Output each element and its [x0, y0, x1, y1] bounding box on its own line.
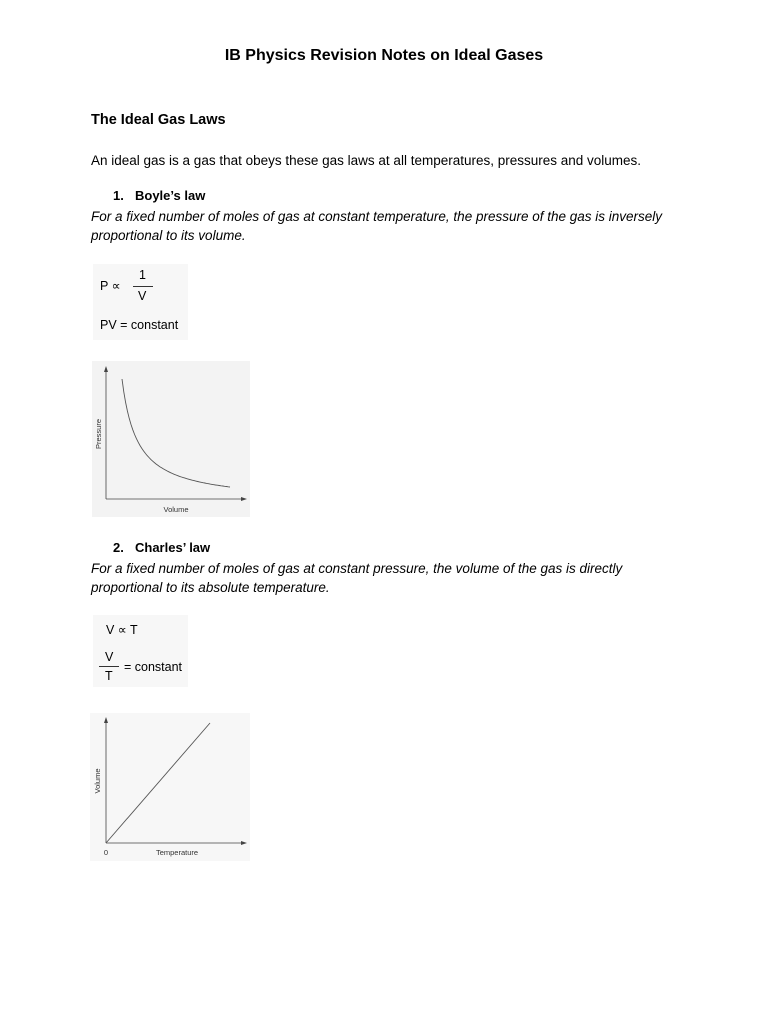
x-axis-label: Volume — [163, 505, 189, 514]
law-description-line: proportional to its absolute temperature. — [91, 580, 330, 595]
x-axis-label: Temperature — [155, 848, 199, 857]
law-name: Boyle’s law — [135, 188, 206, 203]
y-axis-label: Volume — [93, 768, 102, 794]
graph-background — [92, 361, 250, 517]
charles-formula — [93, 615, 188, 687]
intro-paragraph: An ideal gas is a gas that obeys these gas laws at all temperatures, pressures and volumes. — [91, 153, 642, 168]
formula-denominator: T — [105, 669, 113, 683]
y-axis-label: Pressure — [94, 418, 103, 450]
section-heading: The Ideal Gas Laws — [91, 112, 226, 128]
boyle-graph — [92, 361, 250, 517]
origin-label: 0 — [103, 848, 109, 857]
formula-rhs: = constant — [124, 660, 183, 674]
law-heading-boyle — [113, 188, 205, 203]
law-description-boyle — [91, 207, 691, 245]
formula-lhs: P ∝ — [100, 279, 121, 293]
law-number: 2. — [113, 540, 124, 555]
formula-numerator: 1 — [139, 268, 146, 282]
law-description-line: proportional to its volume. — [91, 228, 246, 243]
law-description-charles — [91, 559, 691, 597]
law-heading-charles — [113, 540, 210, 555]
charles-graph — [90, 713, 250, 861]
formula-first-line: V ∝ T — [106, 623, 138, 637]
law-description-line: For a fixed number of moles of gas at constant pressure, the volume of the gas is directly — [91, 561, 623, 576]
formula-numerator: V — [105, 650, 114, 664]
fraction-bar — [99, 666, 119, 667]
formula-second-line: PV = constant — [100, 318, 179, 332]
formula-denominator: V — [138, 289, 147, 303]
document-title: IB Physics Revision Notes on Ideal Gases — [224, 47, 544, 64]
boyle-formula — [93, 264, 188, 340]
law-name: Charles’ law — [135, 540, 211, 555]
law-description-line: For a fixed number of moles of gas at constant temperature, the pressure of the gas is inversely — [91, 209, 663, 224]
law-number: 1. — [113, 188, 124, 203]
fraction-bar — [133, 286, 153, 287]
graph-background — [90, 713, 250, 861]
